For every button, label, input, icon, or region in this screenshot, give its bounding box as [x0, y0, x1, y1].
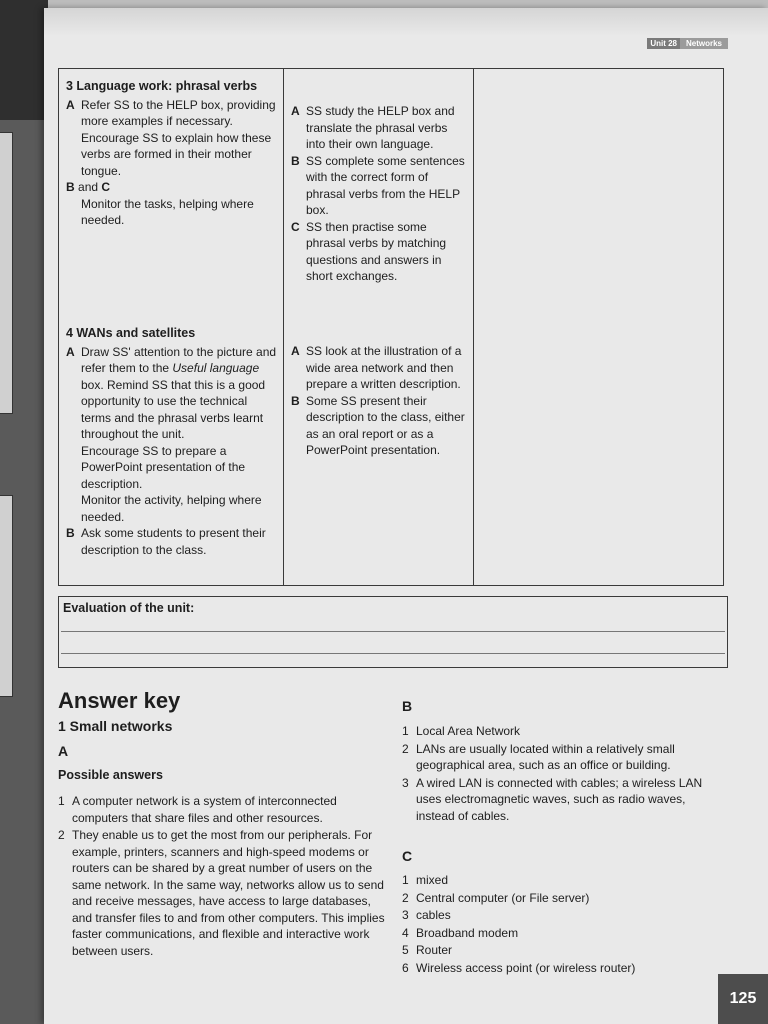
- list-item: 2 Central computer (or File server): [402, 890, 590, 905]
- answer-key-b-label: B: [402, 698, 413, 714]
- item-key: A: [66, 344, 75, 359]
- book-page: [44, 8, 768, 1024]
- list-item: 6 Wireless access point (or wireless router): [402, 960, 636, 975]
- answer-key-a-label: A: [58, 743, 69, 759]
- list-item: 1 Local Area Network: [402, 724, 521, 738]
- item-key: B: [66, 180, 75, 194]
- item-key-and: and: [78, 180, 99, 194]
- evaluation-label: Evaluation of the unit:: [63, 601, 195, 615]
- evaluation-box: [58, 596, 728, 668]
- section-3-teacher-bc: [66, 179, 280, 196]
- section-4-title: 4 WANs and satellites: [66, 326, 196, 340]
- answer-key-section-1: 1 Small networks: [58, 718, 173, 734]
- item-key: B: [291, 393, 300, 408]
- item-key: A: [66, 97, 75, 112]
- list-item: 1 mixed: [402, 873, 449, 887]
- section-4-teacher-b: [66, 525, 280, 558]
- list-item: 2 LANs are usually located within a relatively small geographical area, such as an office or building.: [402, 741, 675, 772]
- list-item: 2 They enable us to get the most from our peripherals. For example, printers, scanners and high-speed modems or routers can be shared by a great number of users on the same network. In the same way, networks allow us to send and receive messages, have access to large databases, and transfer files to and from other computers. This implies faster communications, and flexible and interactive work between users.: [58, 828, 385, 958]
- page-number: 125: [718, 974, 768, 1024]
- item-key: B: [291, 153, 300, 168]
- item-key: A: [291, 104, 300, 118]
- section-3-students: [291, 103, 469, 285]
- item-text: Refer SS to the HELP box, providing more examples if necessary. Encourage SS to explain how these verbs are formed in their mother tongue.: [81, 97, 276, 178]
- unit-tag: [647, 37, 728, 50]
- list-item: 5 Router: [402, 943, 453, 957]
- list-item: 4 Broadband modem: [402, 925, 519, 940]
- list-item: 3 A wired LAN is connected with cables; a wireless LAN uses electromagnetic waves, such as radio waves, instead of cables.: [402, 775, 703, 823]
- section-4-teacher-a: [66, 344, 280, 443]
- left-page-box-1: [0, 132, 13, 414]
- evaluation-line-1: [61, 631, 725, 632]
- possible-answers-label: Possible answers: [58, 768, 163, 782]
- left-page-box-2: [0, 495, 13, 697]
- item-key: C: [291, 219, 300, 234]
- answer-key-c-list: [402, 872, 717, 977]
- column-divider-1: [283, 69, 284, 585]
- top-shadow: [44, 8, 768, 36]
- section-3-title: 3 Language work: phrasal verbs: [66, 79, 258, 93]
- column-divider-2: [473, 69, 474, 585]
- section-3-teacher-bc-text: Monitor the tasks, helping where needed.: [81, 196, 254, 227]
- answer-key-title: Answer key: [58, 688, 181, 713]
- section-4-teacher-a-encourage: Encourage SS to prepare a PowerPoint presentation of the description.: [81, 443, 246, 491]
- item-text: SS then practise some phrasal verbs by matching questions and answers in short exchanges.: [306, 219, 447, 283]
- list-item: 3 cables: [402, 908, 451, 922]
- section-4-students-b: [291, 393, 469, 459]
- left-page-shadow: [0, 0, 48, 120]
- item-text: SS complete some sentences with the correct form of phrasal verbs from the HELP box.: [306, 153, 465, 217]
- unit-number: Unit 28: [647, 38, 680, 49]
- answer-key-b-list: [402, 723, 717, 825]
- section-4-teacher: [66, 325, 280, 558]
- item-key: A: [291, 344, 300, 358]
- section-3-teacher-a: [66, 97, 280, 180]
- useful-language-term: Useful language: [172, 361, 260, 375]
- item-text: SS look at the illustration of a wide area network and then prepare a written description.: [306, 344, 462, 391]
- section-3-students-a: [291, 103, 469, 153]
- item-text: Some SS present their description to the class, either as an oral report or as a PowerPoint presentation.: [306, 393, 465, 457]
- item-key: C: [101, 180, 111, 194]
- section-3-students-c: [291, 219, 469, 285]
- lesson-table: [58, 68, 724, 586]
- section-4-students: [291, 343, 469, 459]
- answer-key-a-list: [58, 793, 388, 960]
- left-page-edge: [0, 0, 48, 1024]
- evaluation-line-2: [61, 653, 725, 654]
- section-3-teacher: [66, 78, 280, 229]
- item-text: SS study the HELP box and translate the phrasal verbs into their own language.: [306, 104, 455, 151]
- item-key: B: [66, 526, 75, 540]
- section-4-students-a: [291, 343, 469, 393]
- section-3-students-b: [291, 153, 469, 219]
- list-item: 1 A computer network is a system of interconnected computers that share files and other resources.: [58, 794, 337, 825]
- item-text: box. Remind SS that this is a good opportunity to use the technical terms and the phrasal verbs learnt throughout the unit.: [81, 377, 266, 441]
- answer-key-c-label: C: [402, 848, 413, 864]
- item-text: Ask some students to present their description to the class.: [81, 526, 266, 557]
- item-text: Draw SS' attention to the picture and refer them to the: [81, 344, 277, 375]
- section-4-teacher-a-monitor: Monitor the activity, helping where needed.: [81, 493, 262, 524]
- unit-name: Networks: [680, 38, 728, 49]
